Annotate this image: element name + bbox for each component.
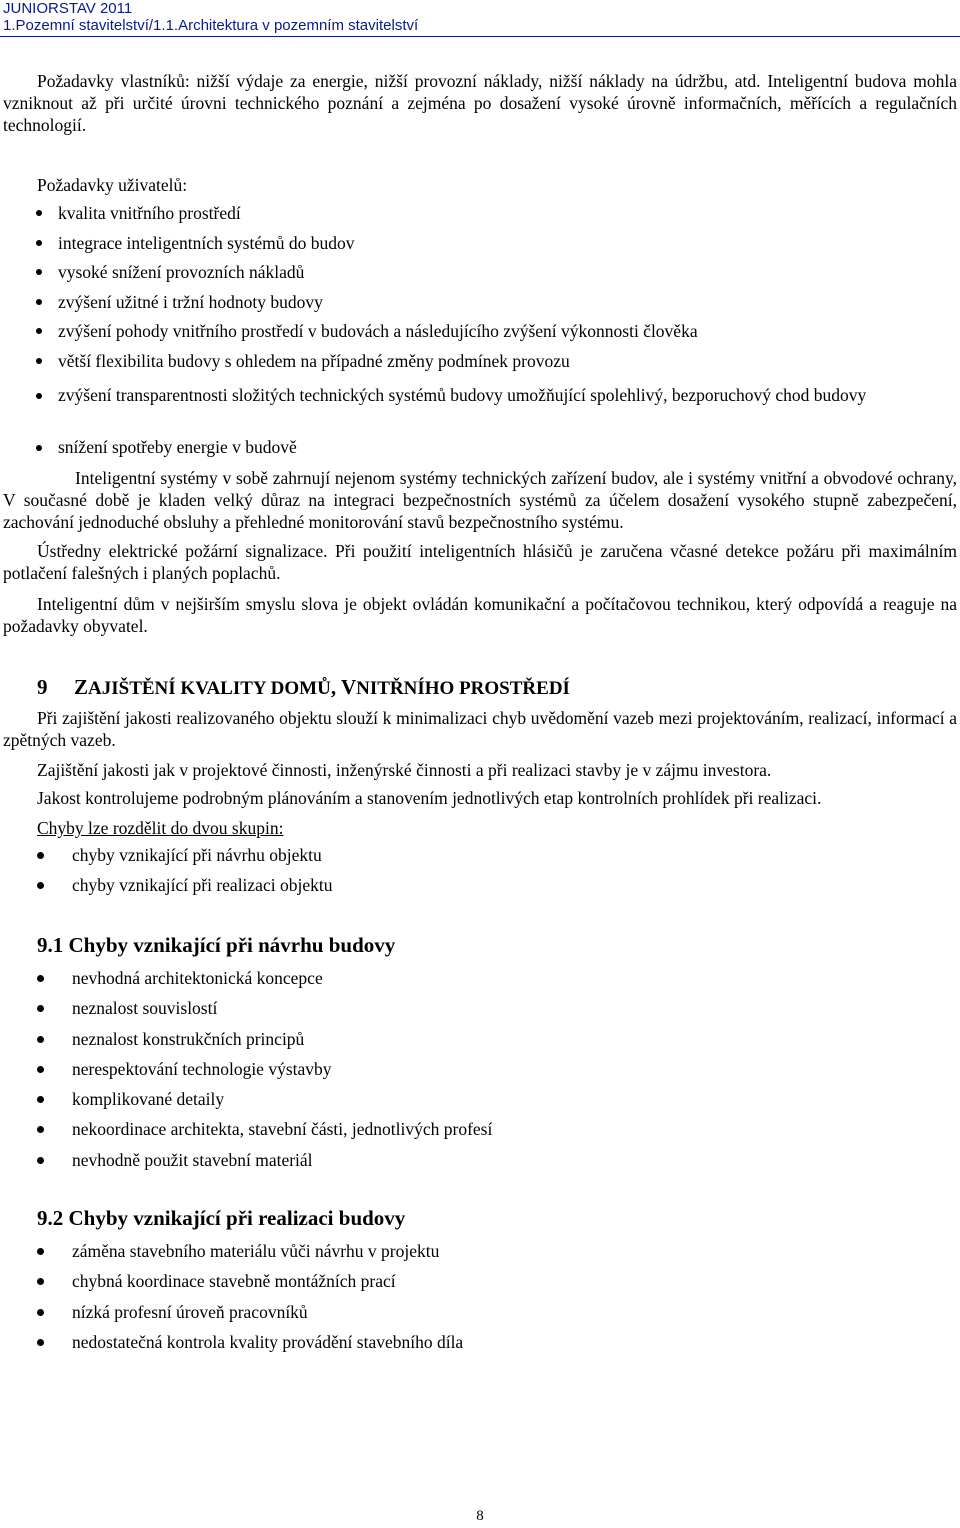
page-number: 8 <box>476 1508 484 1524</box>
quality-paragraph-3: Jakost kontrolujeme podrobným plánováním a stanovením jednotlivých etap kontrolních prohlídek při realizaci. <box>37 788 822 808</box>
list-item: větší flexibilita budovy s ohledem na případné změny podmínek provozu <box>3 347 957 377</box>
list-item: zvýšení pohody vnitřního prostředí v budovách a následujícího zvýšení výkonnosti člověka <box>3 317 957 347</box>
list-item: komplikované detaily <box>3 1084 957 1114</box>
list-item: nekoordinace architekta, stavební části, jednotlivých profesí <box>3 1114 957 1144</box>
bullet-icon <box>37 1278 44 1285</box>
quality-paragraph-2: Zajištění jakosti jak v projektové činnosti, inženýrské činnosti a při realizaci stavby je v zájmu investora. <box>37 760 772 780</box>
bullet-icon <box>37 1096 44 1103</box>
bullet-icon <box>37 1126 44 1133</box>
section-9-2-heading: 9.2 Chyby vznikající při realizaci budovy <box>37 1206 406 1230</box>
section-9-1-heading: 9.1 Chyby vznikající při návrhu budovy <box>37 933 396 957</box>
list-item: neznalost konstrukčních principů <box>3 1024 957 1054</box>
list-item: nízká profesní úroveň pracovníků <box>3 1297 957 1327</box>
bullet-icon <box>37 1036 44 1043</box>
bullet-icon <box>36 358 42 364</box>
header-section-path: 1.Pozemní stavitelství/1.1.Architektura v pozemním stavitelství <box>3 17 419 34</box>
list-item: nevhodně použit stavební materiál <box>3 1145 957 1175</box>
bullet-icon <box>36 269 42 275</box>
bullet-icon <box>37 1157 44 1164</box>
design-errors-list <box>3 963 957 1175</box>
bullet-icon <box>36 210 42 216</box>
energy-item: snížení spotřeby energie v budově <box>3 436 957 458</box>
error-groups-list <box>3 840 957 901</box>
bullet-icon <box>36 445 42 451</box>
list-item: nedostatečná kontrola kvality provádění stavebního díla <box>3 1327 957 1357</box>
section-number: 9 <box>37 675 48 699</box>
list-item: neznalost souvislostí <box>3 993 957 1023</box>
bullet-icon <box>37 1248 44 1255</box>
list-item: vysoké snížení provozních nákladů <box>3 258 957 288</box>
bullet-icon <box>36 240 42 246</box>
error-groups-heading: Chyby lze rozdělit do dvou skupin: <box>37 818 284 838</box>
users-heading: Požadavky uživatelů: <box>37 175 188 195</box>
users-list <box>3 199 957 376</box>
systems-paragraph: Inteligentní systémy v sobě zahrnují nejenom systémy technických zařízení budov, ale i systémy vnitřní a obvodové ochrany, V současné době je kladen velký důraz na integraci bezpečnostních systémů za účelem dosažení vysokého stupně zabezpečení, zachování jednoduché obsluhy a přehledné monitorování stavů bezpečnostního systému. <box>3 468 957 532</box>
bullet-icon <box>37 975 44 982</box>
running-header <box>3 0 418 34</box>
list-item: chybná koordinace stavebně montážních prací <box>3 1266 957 1296</box>
list-item: záměna stavebního materiálu vůči návrhu v projektu <box>3 1236 957 1266</box>
transparency-item: zvýšení transparentnosti složitých technických systémů budovy umožňující spolehlivý, bezporuchový chod budovy <box>3 384 957 406</box>
bullet-icon <box>37 882 44 889</box>
bullet-icon <box>36 299 42 305</box>
bullet-icon <box>37 852 44 859</box>
bullet-icon <box>37 1339 44 1346</box>
list-item: integrace inteligentních systémů do budov <box>3 229 957 259</box>
list-item: zvýšení užitné i tržní hodnoty budovy <box>3 288 957 318</box>
bullet-icon <box>37 1066 44 1073</box>
header-conference: JUNIORSTAV 2011 <box>3 0 133 17</box>
bullet-icon <box>36 328 42 334</box>
list-item: kvalita vnitřního prostředí <box>3 199 957 229</box>
bullet-icon <box>37 1005 44 1012</box>
fire-paragraph: Ústředny elektrické požární signalizace. Při použití inteligentních hlásičů je zaručena včasné detekce požáru při maximálním potlačení falešných i planých poplachů. <box>3 541 957 583</box>
list-item: chyby vznikající při návrhu objektu <box>3 840 957 870</box>
section-9-heading: 9 ZAJIŠTĚNÍ KVALITY DOMŮ, VNITŘNÍHO PROSTŘEDÍ <box>37 675 570 699</box>
home-paragraph: Inteligentní dům v nejširším smyslu slova je objekt ovládán komunikační a počítačovou technikou, který odpovídá a reaguje na požadavky obyvatel. <box>3 594 957 636</box>
bullet-icon <box>37 1309 44 1316</box>
list-item: nevhodná architektonická koncepce <box>3 963 957 993</box>
list-item: chyby vznikající při realizaci objektu <box>3 870 957 900</box>
list-item: nerespektování technologie výstavby <box>3 1054 957 1084</box>
construction-errors-list <box>3 1236 957 1357</box>
header-rule <box>0 36 960 37</box>
bullet-icon <box>36 393 42 399</box>
owners-paragraph: Požadavky vlastníků: nižší výdaje za energie, nižší provozní náklady, nižší náklady na údržbu, atd. Inteligentní budova mohla vzniknout až při určité úrovni technického poznání a zejména po dosažení vysoké úrovně informačních, měřících a regulačních technologií. <box>3 71 957 135</box>
quality-paragraph-1: Při zajištění jakosti realizovaného objektu slouží k minimalizaci chyb uvědomění vazeb mezi projektováním, realizací, informací a zpětných vazeb. <box>3 708 957 750</box>
